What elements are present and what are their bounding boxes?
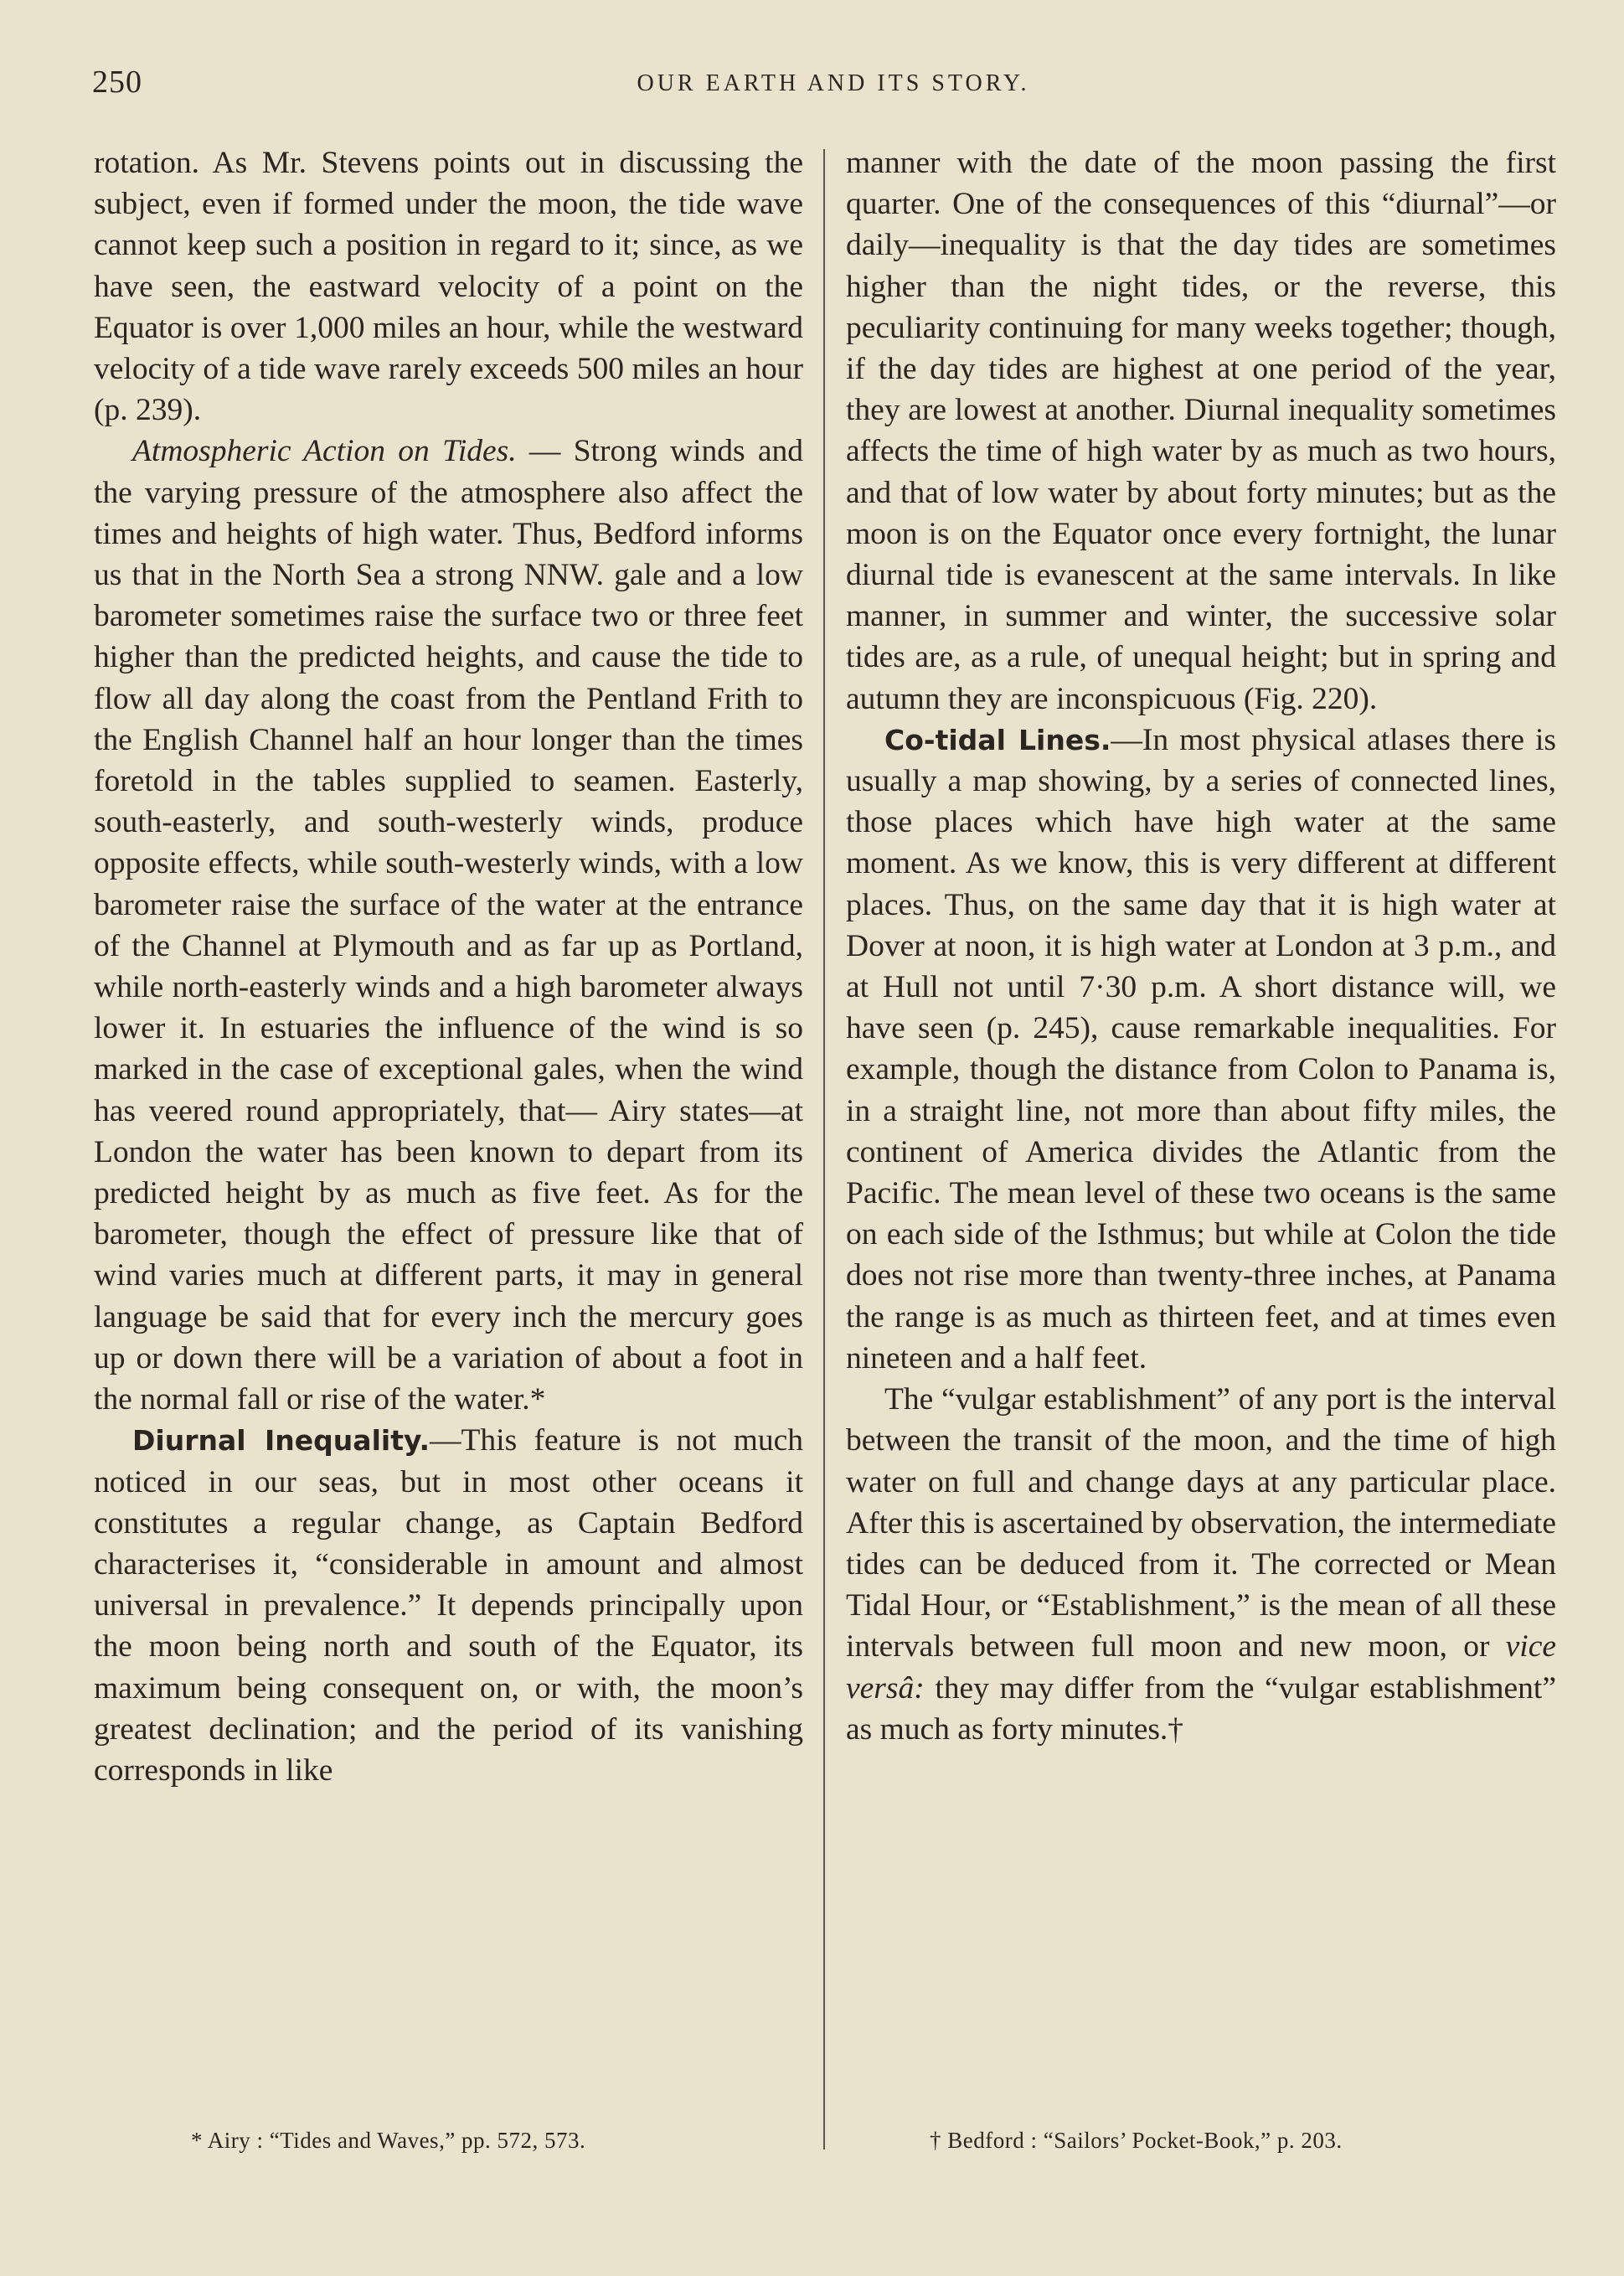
left-column bbox=[94, 142, 803, 1791]
footnote-bedford: † Bedford : “Sailors’ Pocket-Book,” p. 203. bbox=[930, 2128, 1343, 2153]
paragraph-atmospheric-action bbox=[94, 431, 803, 1420]
paragraph-body: — Strong winds and the varying pressure of the atmosphere also affect the times and heights of high water. Thus, Bedford informs us that in the North Sea a strong NNW. gale and a low barometer sometimes raise the surface two or three feet higher than the predicted heights, and cause the tide to flow all day along the coast from the Pentland Frith to the English Channel half an hour longer than the times foretold in the tables supplied to seamen. Easterly, south-easterly, and south-westerly winds, produce opposite effects, while south-westerly winds, with a low barometer raise the surface of the water at the entrance of the Channel at Plymouth and as far up as Portland, while north-easterly winds and a high barometer always lower it. In estuaries the influence of the wind is so marked in the case of exceptional gales, when the wind has veered round appropriately, that— Airy states—at London the water has been known to depart from its predicted height by as much as five feet. As for the barometer, though the effect of pressure like that of wind varies much at different parts, it may in general language be said that for every inch the mercury goes up or down there will be a variation of about a foot in the normal fall or rise of the water.* bbox=[94, 434, 803, 1417]
paragraph-diurnal-inequality bbox=[94, 1420, 803, 1791]
paragraph-text: they may differ from the “vulgar establishment” as much as forty minutes.† bbox=[846, 1670, 1556, 1747]
paragraph-text: The “vulgar establishment” of any port is the interval between the transit of the moon, and the time of high water on full and change days at any particular place. After this is ascertained by observation, the intermediate tides can be deduced from it. The corrected or Mean Tidal Hour, or “Establishment,” is the mean of all these intervals between full moon and new moon, or bbox=[846, 1382, 1556, 1664]
section-heading-co-tidal-lines: Co-tidal Lines. bbox=[884, 723, 1111, 756]
italic-phrase-vice-versa: vice versâ: bbox=[846, 1629, 1556, 1706]
paragraph-diurnal-continued: manner with the date of the moon passing the first quarter. One of the consequences of this “diurnal”—or daily—inequality is that the day tides are sometimes higher than the night tides, or the reverse, this peculiarity continuing for many weeks together; though, if the day tides are highest at one period of the year, they are lowest at another. Diurnal inequality sometimes affects the time of high water by as much as two hours, and that of low water by about forty minutes; but as the moon is on the Equator once every fortnight, the lunar diurnal tide is evanescent at the same intervals. In like manner, in summer and winter, the successive solar tides are, as a rule, of unequal height; but in spring and autumn they are inconspicuous (Fig. 220). bbox=[846, 146, 1556, 716]
section-heading-diurnal-inequality: Diurnal Inequality. bbox=[132, 1424, 430, 1458]
running-title: OUR EARTH AND ITS STORY. bbox=[637, 70, 1030, 96]
paragraph-body: —This feature is not much noticed in our seas, but in most other oceans it constitutes a regular change, as Captain Bedford characterises it, “considerable in amount and almost universal in prevalence.” It depends principally upon the moon being north and south of the Equator, its maximum being consequent on, or with, the moon’s greatest declination; and the period of its vanishing corresponds in like bbox=[94, 1423, 803, 1788]
page-number: 250 bbox=[92, 65, 142, 100]
paragraph-vulgar-establishment bbox=[846, 1379, 1556, 1750]
paragraph-rotation: rotation. As Mr. Stevens points out in discussing the subject, even if formed under the moon, the tide wave cannot keep such a position in regard to it; since, as we have seen, the eastward velocity of a point on the Equator is over 1,000 miles an hour, while the westward velocity of a tide wave rarely exceeds 500 miles an hour (p. 239). bbox=[94, 146, 803, 428]
page-header bbox=[92, 59, 1575, 109]
paragraph-co-tidal-lines bbox=[846, 720, 1556, 1379]
footnote-airy: * Airy : “Tides and Waves,” pp. 572, 573. bbox=[191, 2128, 586, 2153]
section-heading-atmospheric-action: Atmospheric Action on Tides. bbox=[132, 434, 517, 469]
paragraph-body: —In most physical atlases there is usually a map showing, by a series of connected lines, those places which have high water at the same moment. As we know, this is very different at different places. Thus, on the same day that it is high water at Dover at noon, it is high water at London at 3 p.m., and at Hull not until 7·30 p.m. A short distance will, we have seen (p. 245), cause remarkable inequalities. For example, though the distance from Colon to Panama is, in a straight line, not more than about fifty miles, the continent of America divides the Atlantic from the Pacific. The mean level of these two oceans is the same on each side of the Isthmus; but while at Colon the tide does not rise more than twenty-three inches, at Panama the range is as much as thirteen feet, and at times even nineteen and a half feet. bbox=[846, 722, 1556, 1375]
right-column bbox=[846, 142, 1556, 1750]
column-divider bbox=[823, 149, 825, 2150]
